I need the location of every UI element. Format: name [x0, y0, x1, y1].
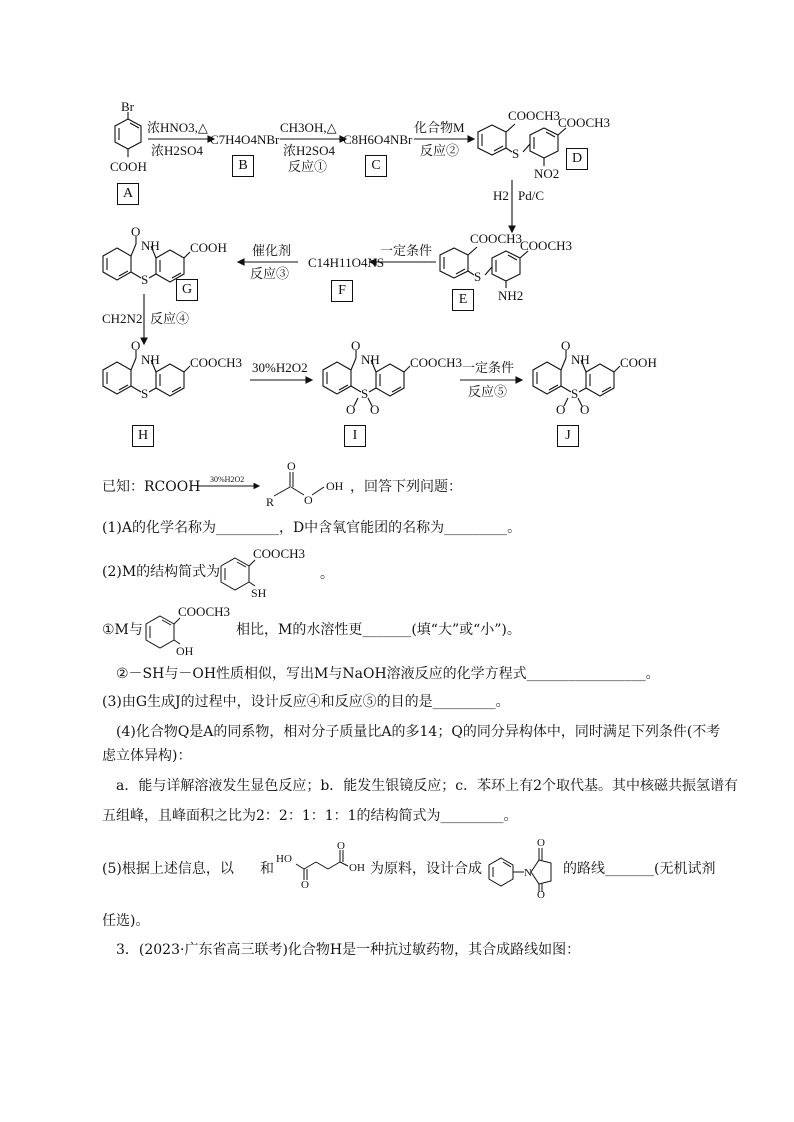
compound-d-no2: NO2	[534, 166, 560, 181]
succinic-o-top-text: O	[337, 840, 345, 852]
compound-m-structure	[215, 540, 325, 600]
compound-j-label: J	[557, 425, 579, 447]
arrow-e-f-top-text: 一定条件	[380, 243, 433, 258]
arrow-c-to-d	[414, 120, 474, 158]
question-5-and: 和	[260, 861, 274, 877]
compound-h-s: S	[141, 386, 149, 401]
compound-b-formula: C7H4O4NBr	[210, 132, 280, 147]
question-5-mid: 为原料，设计合成	[370, 861, 482, 877]
compound-a-cooh-text: COOH	[110, 159, 147, 174]
succinimide-n-text: N	[524, 867, 532, 879]
compound-j-o: O	[561, 338, 571, 353]
question-2-prefix: (2)M的结构简式为	[102, 564, 221, 580]
compound-d-cooch3-2: COOCH3	[558, 115, 611, 130]
question-4-line-1: (4)化合物Q是A的同系物，相对分子质量比A的多14；Q的同分异构体中，同时满足下列条件(不考	[116, 724, 721, 740]
compound-d-label: D	[566, 148, 588, 170]
compound-j-structure	[533, 338, 657, 417]
known-prefix: 已知：RCOOH	[102, 479, 201, 495]
question-2b: ②－SH与－OH性质相似，写出M与NaOH溶液反应的化学方程式_________________。	[116, 666, 660, 682]
question-5-prefix: (5)根据上述信息，以	[102, 861, 234, 877]
compound-g-s: S	[141, 272, 149, 287]
succinic-oh-text: OH	[349, 862, 365, 874]
compound-a-br-text: Br	[121, 99, 134, 114]
question-2-suffix: 。	[320, 566, 334, 582]
compound-c-label: C	[365, 155, 387, 177]
arrow-c-d-top-text: 化合物M	[414, 120, 465, 135]
known-suffix: ，回答下列问题：	[350, 479, 462, 495]
arrow-a-b-top-text: 浓HNO3,△	[147, 120, 208, 135]
question-3: (3)由G生成J的过程中，设计反应④和反应⑤的目的是_________。	[102, 694, 510, 710]
salicylate-cooch3: COOCH3	[178, 604, 231, 619]
salicylate-oh: OH	[176, 644, 194, 658]
succinimide-o-bottom-text: O	[537, 889, 545, 898]
compound-j-so-1: O	[556, 402, 566, 417]
arrow-a-to-b	[147, 120, 214, 158]
compound-h-o: O	[131, 338, 141, 353]
succinic-o-bottom-text: O	[301, 879, 309, 888]
compound-g-label: G	[176, 279, 198, 301]
compound-i-o: O	[351, 338, 361, 353]
question-2a-prefix: ①M与	[102, 622, 143, 638]
compound-g-structure	[103, 224, 227, 287]
arrow-a-b-bottom-text: 浓H2SO4	[151, 143, 204, 158]
compound-e-s: S	[474, 269, 482, 284]
question-4-line-3: a．能与详解溶液发生显色反应；b．能发生银镜反应；c．苯环上有2个取代基。其中核磁共振氢谱有	[116, 778, 739, 794]
compound-g-nh: NH	[141, 238, 160, 253]
compound-m-sh: SH	[251, 586, 267, 600]
compound-f-label: F	[331, 280, 353, 302]
compound-h-nh: NH	[141, 352, 160, 367]
arrow-g-h-ch2n2: CH2N2	[102, 311, 143, 326]
compound-c-formula: C8H6O4NBr	[343, 132, 413, 147]
question-5-line-2: 任选)。	[102, 913, 150, 929]
salicylate-structure	[140, 598, 240, 658]
succinic-ho-text: HO	[276, 853, 292, 865]
compound-j-so-2: O	[580, 402, 590, 417]
compound-b-label: B	[232, 155, 254, 177]
compound-h-structure	[103, 338, 242, 401]
n-phenylsuccinimide-structure	[484, 834, 564, 898]
compound-i-s: S	[361, 386, 369, 401]
compound-j-cooh: COOH	[620, 355, 657, 370]
compound-d-cooch3-1: COOCH3	[508, 108, 561, 123]
compound-i-structure	[323, 338, 462, 417]
compound-m-cooch3: COOCH3	[253, 546, 306, 561]
question-1: (1)A的化学名称为_________，D中含氧官能团的名称为_________。	[102, 520, 522, 536]
compound-h-label: H	[132, 425, 154, 447]
arrow-b-c-top-text: CH3OH,△	[280, 120, 337, 135]
compound-d-s: S	[512, 146, 520, 161]
arrow-g-to-h	[102, 294, 189, 344]
arrow-b-c-bottom2-text: 反应①	[288, 159, 328, 174]
compound-e-cooch3-2: COOCH3	[520, 238, 573, 253]
arrow-b-to-c	[280, 120, 346, 174]
arrow-d-e-h2: H2	[493, 188, 509, 203]
arrow-i-j-bottom-text: 反应⑤	[468, 384, 508, 399]
known-peracid-structure	[196, 460, 376, 510]
known-arrow-label: 30%H2O2	[210, 475, 245, 484]
compound-g-o: O	[131, 224, 141, 239]
compound-e-label: E	[452, 289, 474, 311]
arrow-i-j-top-text: 一定条件	[462, 360, 515, 375]
question-4-line-2: 虑立体异构)：	[102, 748, 192, 764]
arrow-i-to-j	[460, 360, 522, 399]
arrow-h-to-i	[250, 360, 312, 383]
succinic-acid-structure	[274, 838, 374, 888]
question-5-suffix: 的路线_______(无机试剂	[563, 861, 716, 877]
arrow-c-d-bottom-text: 反应②	[420, 143, 460, 158]
arrow-d-to-e	[493, 180, 544, 232]
compound-i-label: I	[344, 425, 366, 447]
question-4-line-4: 五组峰，且峰面积之比为2：2：1：1：1的结构简式为_________。	[102, 808, 518, 824]
compound-i-nh: NH	[361, 352, 380, 367]
compound-h-cooch3: COOCH3	[190, 355, 243, 370]
compound-j-nh: NH	[571, 352, 590, 367]
succinimide-o-top-text: O	[537, 837, 545, 849]
known-oh-group: OH	[326, 479, 344, 493]
arrow-f-to-g	[238, 243, 298, 281]
arrow-h-i-top-text: 30%H2O2	[252, 360, 308, 375]
question-2a-suffix: 相比，M的水溶性更_______(填“大”或“小”)。	[236, 622, 521, 638]
compound-i-cooch3: COOCH3	[410, 355, 463, 370]
known-r-atom: R	[266, 495, 275, 509]
compound-i-so-1: O	[346, 402, 356, 417]
next-question-heading: 3．(2023·广东省高三联考)化合物H是一种抗过敏药物，其合成路线如图：	[116, 942, 581, 958]
compound-i-so-2: O	[370, 402, 380, 417]
arrow-d-e-pdc: Pd/C	[518, 188, 545, 203]
compound-e-nh2: NH2	[498, 288, 524, 303]
compound-f-formula: C14H11O4NS	[308, 255, 385, 270]
arrow-f-g-top-text: 催化剂	[252, 243, 292, 258]
arrow-g-h-reaction4: 反应④	[150, 311, 190, 326]
known-o-atom-top: O	[287, 460, 296, 473]
compound-j-s: S	[571, 386, 579, 401]
known-o-atom-chain: O	[304, 493, 313, 507]
compound-a-structure	[110, 99, 147, 174]
compound-d-structure	[478, 108, 610, 181]
compound-a-label: A	[117, 183, 139, 205]
arrow-b-c-bottom1-text: 浓H2SO4	[283, 143, 336, 158]
synthesis-scheme	[0, 0, 794, 450]
compound-g-cooh: COOH	[190, 240, 227, 255]
arrow-f-g-bottom-text: 反应③	[250, 266, 290, 281]
compound-e-cooch3-1: COOCH3	[470, 231, 523, 246]
